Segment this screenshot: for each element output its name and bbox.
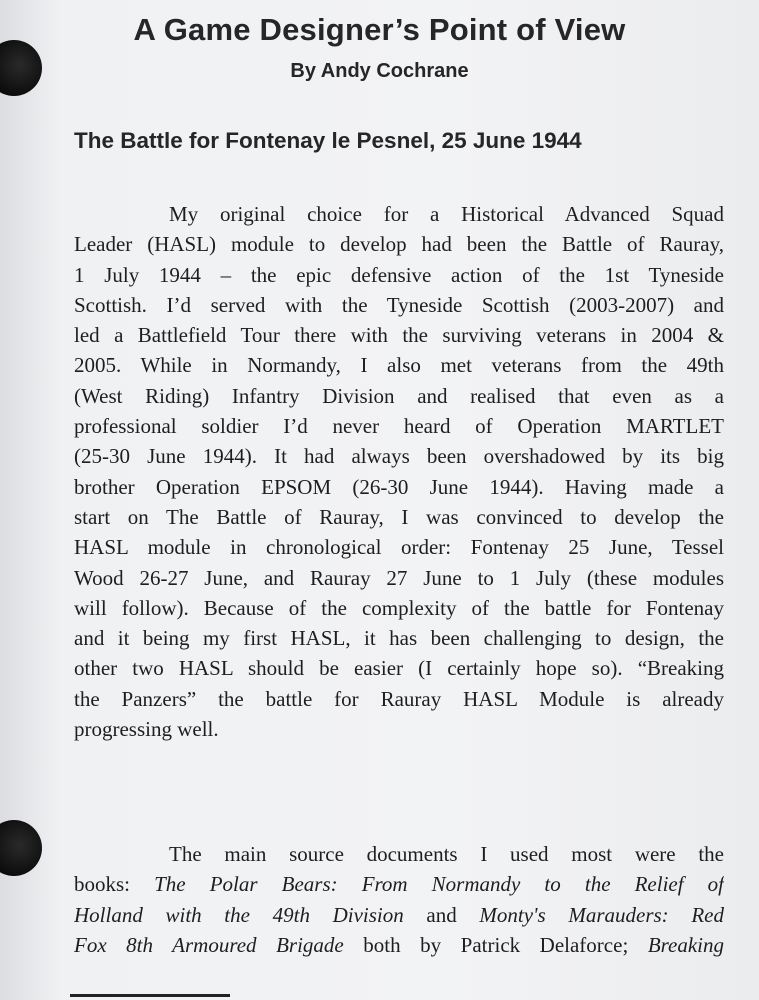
plain-text: and [403,902,480,927]
plain-text: both by Patrick Delaforce; [343,932,648,957]
book-title: The Polar Bears: From Normandy to the Relief of [154,872,724,897]
text-line: the Panzers” the battle for Rauray HASL Module is already [74,686,724,711]
text-line: HASL module in chronological order: Fontenay 25 June, Tessel [74,535,724,560]
text-line [74,869,724,899]
article-subtitle: The Battle for Fontenay le Pesnel, 25 June 1944 [74,128,582,153]
page-title: A Game Designer’s Point of View [133,12,626,47]
paragraph-1 [74,199,724,744]
book-title: Monty's Marauders: Red [479,902,724,927]
text-line: start on The Battle of Rauray, I was convinced to develop the [74,504,724,529]
text-line: led a Battlefield Tour there with the surviving veterans in 2004 & [74,323,724,348]
text-line [74,900,724,930]
text-line: professional soldier I’d never heard of Operation MARTLET [74,414,724,439]
text-line: Scottish. I’d served with the Tyneside Scottish (2003-2007) and [74,292,724,317]
footer-rule [70,994,230,997]
text-line: and it being my first HASL, it has been challenging to design, the [74,626,724,651]
text-line: Leader (HASL) module to develop had been the Battle of Rauray, [74,232,724,257]
text-line: brother Operation EPSOM (26-30 June 1944). Having made a [74,474,724,499]
binder-hole-bottom [0,820,42,876]
book-title: Fox 8th Armoured Brigade [74,932,344,957]
text-line: progressing well. [74,717,219,742]
text-line: 1 July 1944 – the epic defensive action of the 1st Tyneside [74,262,724,287]
plain-text: books: [74,872,155,897]
book-title: Holland with the 49th Division [74,902,404,927]
text-line: (West Riding) Infantry Division and realised that even as a [74,383,724,408]
text-line: The main source documents I used most were the [169,842,724,866]
text-line: other two HASL should be easier (I certainly hope so). “Breaking [74,656,724,681]
text-line: Wood 26-27 June, and Rauray 27 June to 1 July (these modules [74,565,724,590]
paragraph-2 [74,839,724,960]
text-line: 2005. While in Normandy, I also met veterans from the 49th [74,353,724,378]
book-title: Breaking [647,932,724,957]
text-line: will follow). Because of the complexity of the battle for Fontenay [74,595,724,620]
author-byline: By Andy Cochrane [290,60,469,82]
text-line [74,930,724,960]
text-line: (25-30 June 1944). It had always been overshadowed by its big [74,444,724,469]
text-line: My original choice for a Historical Advanced Squad [169,202,724,226]
